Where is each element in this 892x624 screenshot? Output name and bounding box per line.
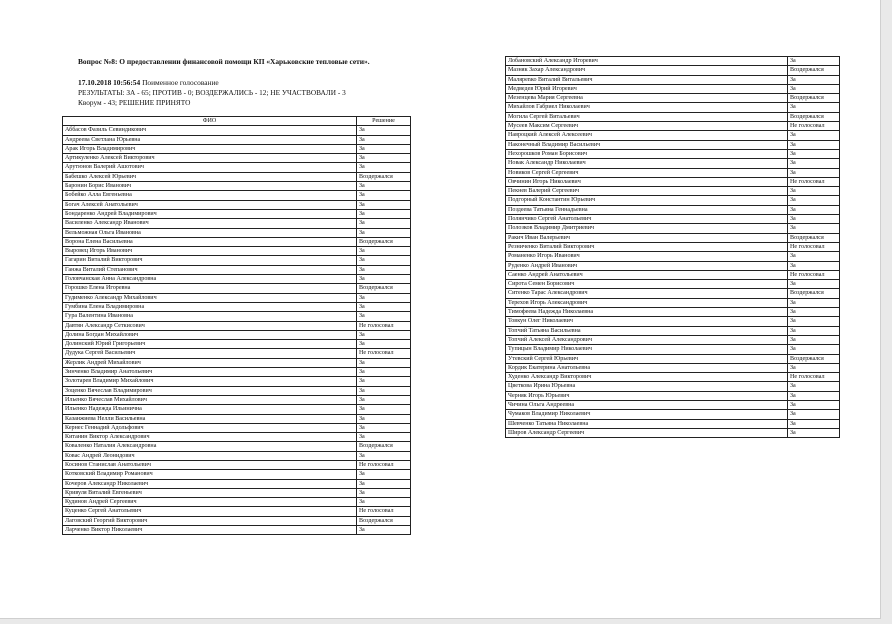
deputy-name: Ильенко Вячеслав Михайлович <box>63 395 357 404</box>
table-row <box>63 247 411 256</box>
vote-decision: За <box>788 382 840 391</box>
vote-decision: За <box>788 428 840 437</box>
vote-decision: За <box>357 433 411 442</box>
vote-decision: Не голосовал <box>357 460 411 469</box>
table-row <box>63 135 411 144</box>
table-row <box>63 451 411 460</box>
deputy-name: Черняк Игорь Юрьевич <box>506 391 788 400</box>
vote-decision: За <box>357 405 411 414</box>
table-row <box>63 433 411 442</box>
vote-decision: Не голосовал <box>788 242 840 251</box>
deputy-name: Навроцкий Алексей Алексеевич <box>506 131 788 140</box>
deputy-name: Шевченко Татьяна Николаевна <box>506 419 788 428</box>
vote-decision: Не голосовал <box>788 373 840 382</box>
vote-decision: Воздержался <box>788 66 840 75</box>
table-row <box>506 280 840 289</box>
vote-decision: За <box>788 215 840 224</box>
deputy-name: Чичина Ольга Андреевна <box>506 400 788 409</box>
table-row <box>63 228 411 237</box>
table-row <box>506 373 840 382</box>
table-row <box>63 321 411 330</box>
deputy-name: Тупицын Владимир Николаевич <box>506 345 788 354</box>
deputy-name: Полянчико Сергей Анатольевич <box>506 215 788 224</box>
vote-decision: За <box>357 191 411 200</box>
vote-decision: За <box>357 228 411 237</box>
table-row <box>63 526 411 535</box>
vote-decision: За <box>357 135 411 144</box>
table-row <box>506 177 840 186</box>
vote-decision: За <box>357 414 411 423</box>
table-row <box>506 112 840 121</box>
vote-decision: Не голосовал <box>357 321 411 330</box>
table-row <box>63 154 411 163</box>
deputy-name: Ларченко Виктор Николаевич <box>63 526 357 535</box>
deputy-name: Зоценко Вячеслав Владимирович <box>63 386 357 395</box>
deputy-name: Новак Александр Николаевич <box>506 159 788 168</box>
deputy-name: Терехов Игорь Александрович <box>506 298 788 307</box>
table-row <box>506 159 840 168</box>
vote-decision: За <box>788 252 840 261</box>
vote-decision: Не голосовал <box>788 270 840 279</box>
table-row <box>63 312 411 321</box>
vote-decision: За <box>357 126 411 135</box>
table-row <box>63 516 411 525</box>
deputy-name: Котковский Владимир Романович <box>63 470 357 479</box>
deputy-name: Андреева Светлана Юрьевна <box>63 135 357 144</box>
deputy-name: Мезенцева Мария Сергеевна <box>506 94 788 103</box>
deputy-name: Богач Алексей Анатольевич <box>63 200 357 209</box>
deputy-name: Малярenко Виталий Витальевич <box>506 75 788 84</box>
vote-decision: За <box>788 298 840 307</box>
deputy-name: Вельможная Ольга Ивановна <box>63 228 357 237</box>
table-row <box>63 293 411 302</box>
vote-decision: Воздержался <box>357 442 411 451</box>
vote-decision: Воздержался <box>788 233 840 242</box>
table-row <box>506 168 840 177</box>
results-summary: РЕЗУЛЬТАТЫ: ЗА - 65; ПРОТИВ - 0; ВОЗДЕРЖАЛИСЬ - 12; НЕ УЧАСТВОВАЛИ - 3 <box>78 88 346 97</box>
vote-decision: За <box>788 261 840 270</box>
table-row <box>63 191 411 200</box>
table-row <box>63 488 411 497</box>
deputy-name: Поздеева Татьяна Геннадьевна <box>506 205 788 214</box>
vote-decision: За <box>357 368 411 377</box>
table-row <box>506 75 840 84</box>
vote-decision: За <box>357 163 411 172</box>
deputy-name: Василенко Александр Иванович <box>63 219 357 228</box>
table-row <box>63 368 411 377</box>
deputy-name: Артикуленко Алексей Викторович <box>63 154 357 163</box>
deputy-name: Аббасов Фазиль Севиндикович <box>63 126 357 135</box>
vote-decision: За <box>788 317 840 326</box>
vote-decision: За <box>788 363 840 372</box>
vote-decision: За <box>357 386 411 395</box>
deputy-name: Цветкова Ирина Юрьевна <box>506 382 788 391</box>
vote-decision: За <box>788 103 840 112</box>
table-row <box>506 233 840 242</box>
deputy-name: Куценко Сергей Анатольевич <box>63 507 357 516</box>
deputy-name: Товкун Олег Николаевич <box>506 317 788 326</box>
vote-decision: Воздержался <box>788 354 840 363</box>
table-row <box>63 414 411 423</box>
table-row <box>506 242 840 251</box>
deputy-name: Ситенко Тарас Александрович <box>506 289 788 298</box>
vote-decision: За <box>357 479 411 488</box>
table-row <box>506 289 840 298</box>
table-row <box>506 400 840 409</box>
deputy-name: Выровец Игорь Иванович <box>63 247 357 256</box>
table-row <box>63 349 411 358</box>
vote-decision: Не голосовал <box>357 507 411 516</box>
vote-decision: Воздержался <box>357 237 411 246</box>
vote-datetime: 17.10.2018 10:56:54 <box>78 78 141 87</box>
column-header-name: ФИО <box>63 117 357 126</box>
deputy-name: Чумаков Владимир Николаевич <box>506 410 788 419</box>
deputy-name: Шиpов Александр Сергеевич <box>506 428 788 437</box>
deputy-name: Долинский Юрий Григорьевич <box>63 340 357 349</box>
deputy-name: Золотарев Владимир Михайлович <box>63 377 357 386</box>
table-row <box>63 209 411 218</box>
vote-decision: За <box>788 419 840 428</box>
table-row <box>506 57 840 66</box>
table-row <box>506 224 840 233</box>
deputy-name: Утевский Сергей Юрьевич <box>506 354 788 363</box>
deputy-name: Горошко Елена Игоревна <box>63 284 357 293</box>
deputy-name: Мусеев Максим Сергеевич <box>506 122 788 131</box>
vote-decision: За <box>357 377 411 386</box>
vote-decision: За <box>357 265 411 274</box>
vote-timestamp <box>78 78 408 87</box>
table-row <box>63 423 411 432</box>
table-row <box>506 187 840 196</box>
vote-decision: За <box>357 293 411 302</box>
deputy-name: Гумбина Елена Владимировна <box>63 302 357 311</box>
table-row <box>506 94 840 103</box>
table-row <box>506 215 840 224</box>
vote-decision: За <box>788 159 840 168</box>
vote-decision: Воздержался <box>788 94 840 103</box>
deputy-name: Гудименко Александр Михайлович <box>63 293 357 302</box>
vote-decision: За <box>357 275 411 284</box>
deputy-name: Подгорный Константин Юрьевич <box>506 196 788 205</box>
vote-decision: За <box>357 451 411 460</box>
deputy-name: Новиков Сергей Сергеевич <box>506 168 788 177</box>
vote-decision: За <box>357 488 411 497</box>
deputy-name: Медведев Юрий Игоревич <box>506 84 788 93</box>
table-row <box>63 340 411 349</box>
deputy-name: Сирота Семен Борисович <box>506 280 788 289</box>
deputy-name: Бобейко Алла Евгеньевна <box>63 191 357 200</box>
vote-kind: Поименное голосование <box>142 78 219 87</box>
vote-decision: За <box>788 168 840 177</box>
deputy-name: Нехорошков Роман Борисович <box>506 149 788 158</box>
table-header-row <box>63 117 411 126</box>
table-row <box>63 507 411 516</box>
vote-decision: За <box>788 326 840 335</box>
table-row <box>63 126 411 135</box>
vote-decision: За <box>788 308 840 317</box>
table-row <box>63 498 411 507</box>
deputy-name: Овчинин Игорь Николаевич <box>506 177 788 186</box>
deputy-name: Кернес Геннадий Адольфович <box>63 423 357 432</box>
table-row <box>63 302 411 311</box>
vote-decision: Воздержался <box>788 112 840 121</box>
table-row <box>63 275 411 284</box>
table-row <box>506 131 840 140</box>
vote-decision: За <box>357 154 411 163</box>
vote-decision: За <box>788 224 840 233</box>
vote-decision: За <box>357 340 411 349</box>
vote-table-left <box>62 116 411 535</box>
table-row <box>506 308 840 317</box>
vote-decision: Воздержался <box>357 284 411 293</box>
vote-decision: За <box>357 256 411 265</box>
results-decision: Кворум - 43; РЕШЕНИЕ ПРИНЯТО <box>78 98 191 107</box>
vote-decision: Не голосовал <box>788 122 840 131</box>
vote-decision: За <box>357 395 411 404</box>
vote-decision: Воздержался <box>357 516 411 525</box>
vote-decision: За <box>357 182 411 191</box>
table-row <box>506 410 840 419</box>
document-header <box>78 57 408 107</box>
deputy-name: Ворона Елена Васильевна <box>63 237 357 246</box>
deputy-name: Мазняк Захар Александрович <box>506 66 788 75</box>
deputy-name: Арак Игорь Владимирович <box>63 144 357 153</box>
table-row <box>63 237 411 246</box>
deputy-name: Ильенко Надежда Ильинична <box>63 405 357 414</box>
vote-decision: Не голосовал <box>788 177 840 186</box>
deputy-name: Могила Сергей Витальевич <box>506 112 788 121</box>
table-row <box>63 377 411 386</box>
deputy-name: Косинов Станислав Анатольевич <box>63 460 357 469</box>
deputy-name: Давтян Александр Сеткисович <box>63 321 357 330</box>
deputy-name: Пекнев Валерий Сергеевич <box>506 187 788 196</box>
table-row <box>506 196 840 205</box>
vote-decision: Воздержался <box>788 289 840 298</box>
vote-decision: За <box>788 57 840 66</box>
vote-decision: За <box>788 391 840 400</box>
deputy-name: Долина Богдан Михайлович <box>63 330 357 339</box>
vote-decision: За <box>788 75 840 84</box>
vote-decision: За <box>788 140 840 149</box>
deputy-name: Гагарин Виталий Викторович <box>63 256 357 265</box>
deputy-name: Кривуля Виталий Евгеньевич <box>63 488 357 497</box>
vote-table-right <box>505 56 840 438</box>
table-row <box>506 103 840 112</box>
table-row <box>506 363 840 372</box>
deputy-name: Ракич Иван Валерьевич <box>506 233 788 242</box>
table-row <box>63 330 411 339</box>
vote-decision: За <box>788 187 840 196</box>
table-row <box>506 270 840 279</box>
table-row <box>63 256 411 265</box>
deputy-name: Ганжа Виталий Степанович <box>63 265 357 274</box>
deputy-name: Резниченко Виталий Викторович <box>506 242 788 251</box>
deputy-name: Бондаренко Андрей Владимирович <box>63 209 357 218</box>
table-row <box>63 358 411 367</box>
table-row <box>63 144 411 153</box>
vote-decision: За <box>357 209 411 218</box>
vote-decision: За <box>788 400 840 409</box>
vote-decision: За <box>357 247 411 256</box>
table-row <box>63 470 411 479</box>
table-row <box>506 140 840 149</box>
deputy-name: Бабешко Алексей Юрьевич <box>63 172 357 181</box>
table-row <box>506 149 840 158</box>
table-row <box>506 84 840 93</box>
vote-decision: За <box>788 345 840 354</box>
table-row <box>506 382 840 391</box>
vote-decision: За <box>788 410 840 419</box>
vote-decision: За <box>357 358 411 367</box>
deputy-name: Дудука Сергей Васильевич <box>63 349 357 358</box>
deputy-name: Топчий Татьяна Васильевна <box>506 326 788 335</box>
vote-decision: За <box>788 335 840 344</box>
table-row <box>506 122 840 131</box>
deputy-name: Романенко Игорь Иванович <box>506 252 788 261</box>
vote-decision: За <box>357 330 411 339</box>
table-row <box>63 284 411 293</box>
deputy-name: Михайлов Габриел Николаевич <box>506 103 788 112</box>
table-row <box>63 219 411 228</box>
deputy-name: Арутюнов Валерий Ашотович <box>63 163 357 172</box>
vote-decision: За <box>357 470 411 479</box>
table-row <box>506 317 840 326</box>
deputy-name: Коваленко Наталия Александровна <box>63 442 357 451</box>
deputy-name: Тимофеева Надежда Николаевна <box>506 308 788 317</box>
table-row <box>506 428 840 437</box>
deputy-name: Лобановский Александр Игоревич <box>506 57 788 66</box>
deputy-name: Китанин Виктор Александрович <box>63 433 357 442</box>
deputy-name: Баронин Борис Иванович <box>63 182 357 191</box>
deputy-name: Лаговский Георгий Викторович <box>63 516 357 525</box>
vote-decision: За <box>788 84 840 93</box>
deputy-name: Кордик Екатерина Анатольевна <box>506 363 788 372</box>
deputy-name: Худенко Александр Викторович <box>506 373 788 382</box>
deputy-name: Казанжиева Нелли Васильевна <box>63 414 357 423</box>
deputy-name: Топчий Алексей Александрович <box>506 335 788 344</box>
table-row <box>506 419 840 428</box>
deputy-name: Головчанская Анна Александровна <box>63 275 357 284</box>
table-row <box>506 335 840 344</box>
table-row <box>506 298 840 307</box>
deputy-name: Кудинов Андрей Сергеевич <box>63 498 357 507</box>
vote-decision: За <box>357 423 411 432</box>
deputy-name: Наконечный Владимир Васильевич <box>506 140 788 149</box>
table-row <box>506 391 840 400</box>
vote-decision: За <box>788 280 840 289</box>
vote-decision: За <box>357 200 411 209</box>
deputy-name: Полозков Владимир Дмитриевич <box>506 224 788 233</box>
vote-decision: За <box>788 131 840 140</box>
deputy-name: Зинченко Владимир Анатольевич <box>63 368 357 377</box>
table-row <box>63 460 411 469</box>
table-row <box>506 326 840 335</box>
table-row <box>63 442 411 451</box>
table-row <box>506 252 840 261</box>
table-row <box>63 163 411 172</box>
vote-decision: За <box>357 312 411 321</box>
table-row <box>506 345 840 354</box>
table-row <box>63 172 411 181</box>
vote-decision: За <box>788 196 840 205</box>
vote-decision: За <box>788 149 840 158</box>
table-row <box>63 405 411 414</box>
table-row <box>63 265 411 274</box>
question-title: Вопрос №8: О предоставлении финансовой помощи КП «Харьковские тепловые сети». <box>78 57 370 66</box>
vote-decision: За <box>357 219 411 228</box>
deputy-name: Кочеров Александр Николаевич <box>63 479 357 488</box>
deputy-name: Ковас Андрей Леонидович <box>63 451 357 460</box>
vote-decision: Воздержался <box>357 172 411 181</box>
deputy-name: Гура Валентина Ивановна <box>63 312 357 321</box>
table-row <box>506 205 840 214</box>
table-row <box>63 479 411 488</box>
deputy-name: Руденко Андрей Иванович <box>506 261 788 270</box>
column-header-decision: Решение <box>357 117 411 126</box>
vote-decision: За <box>357 526 411 535</box>
table-row <box>63 386 411 395</box>
vote-decision: За <box>788 205 840 214</box>
vote-decision: За <box>357 302 411 311</box>
vote-decision: За <box>357 144 411 153</box>
table-row <box>506 354 840 363</box>
table-row <box>63 395 411 404</box>
table-row <box>506 66 840 75</box>
table-row <box>63 182 411 191</box>
vote-decision: За <box>357 498 411 507</box>
table-row <box>63 200 411 209</box>
deputy-name: Жерлик Андрей Михайлович <box>63 358 357 367</box>
table-row <box>506 261 840 270</box>
vote-decision: Не голосовал <box>357 349 411 358</box>
deputy-name: Саенко Андрей Анатольевич <box>506 270 788 279</box>
